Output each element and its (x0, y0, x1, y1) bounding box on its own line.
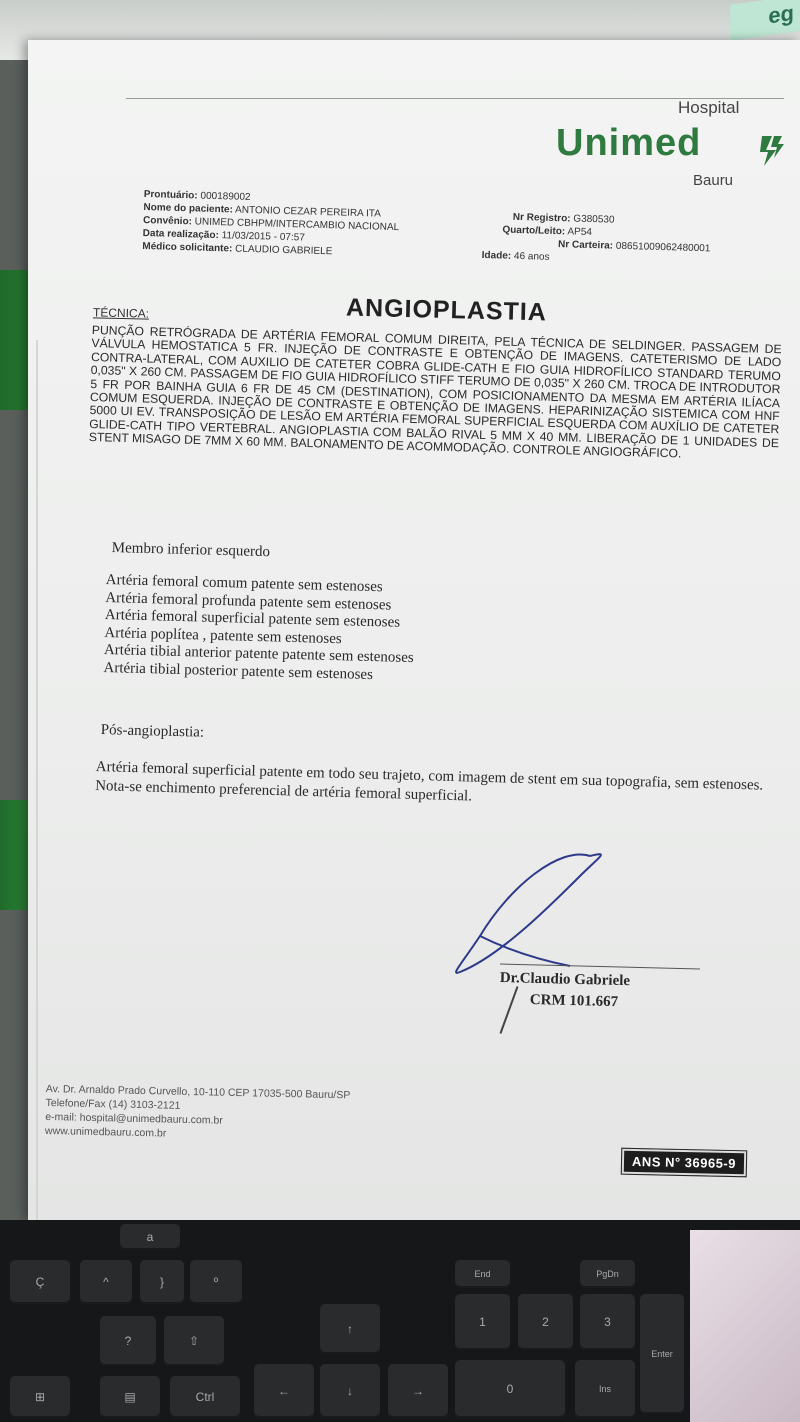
logo-unimed-text: Unimed (556, 122, 702, 164)
keyboard-key: End (455, 1260, 510, 1288)
idade-label: Idade: (481, 249, 512, 262)
footer-email: e-mail: hospital@unimedbauru.com.br (45, 1110, 223, 1127)
footer-address: Av. Dr. Arnaldo Prado Curvello, 10-110 CEP 17035-500 Bauru/SP (45, 1082, 351, 1102)
arrow-down-key-icon: ↓ (320, 1364, 380, 1418)
finding-item: Artéria femoral superficial patente sem estenoses (104, 606, 401, 631)
quarto-label: Quarto/Leito: (502, 224, 566, 238)
keyboard-key: ? (100, 1316, 156, 1366)
finding-item: Artéria tibial anterior patente patente sem estenoses (103, 641, 414, 667)
nome-label: Nome do paciente: (143, 201, 234, 216)
keyboard-key: PgDn (580, 1260, 635, 1288)
tecnica-label: TÉCNICA: (92, 305, 150, 321)
report-paper (28, 40, 800, 1220)
prontuario-label: Prontuário: (143, 188, 198, 202)
tecnica-text: PUNÇÃO RETRÓGRADA DE ARTÉRIA FEMORAL COMUM DIREITA, PELA TÉCNICA DE SELDINGER. PASSAGEM DE VÁLVULA HEMOSTATICA 5 FR. INJEÇÃO DE CONTRASTE E OBTENÇÃO DE IMAGENS. CATETERISMO DE LADO CONTRA-LATERAL, COM AUXILIO DE CATETER COBRA GLIDE-CATH E FIO GUIA HIDROFÍLICO STANDARD TERUMO 0,035" X 260 CM. PASSAGEM DE FIO GUIA HIDROFÍLICO STIFF TERUMO DE 0,035" X 260 CM. TROCA DE INTRODUTOR 5 FR POR BAINHA GUIA 6 FR DE 45 CM (DESTINATION), COM POSICIONAMENTO DA MESMA EM ARTÉRIA ILÍACA COMUM ESQUERDA. INJEÇÃO DE CONTRASTE E OBTENÇÃO DE IMAGENS. HEPARINIZAÇÃO SISTEMICA COM HNF 5000 UI EV. TRANSPOSIÇÃO DE LESÃO EM ARTÉRIA FEMORAL SUPERFICIAL ESQUERDA COM AUXÍLIO DE CATETER GLIDE-CATH TIPO VERTEBRAL. ANGIOPLASTIA COM BALÃO RIVAL 5 MM X 40 MM. LIBERAÇÃO DE 1 UNIDADES DE STENT MISAGO DE 7MM X 60 MM. BALONAMENTO DE ACOMMODAÇÃO. CONTROLE ANGIOGRÁFICO. (88, 323, 782, 461)
medico-value: CLAUDIO GABRIELE (234, 243, 333, 258)
keyboard-key: } (140, 1260, 184, 1304)
ans-badge: ANS N° 36965-9 (622, 1149, 746, 1177)
convenio-value: UNIMED CBHPM/INTERCAMBIO NACIONAL (194, 216, 400, 234)
keyboard-key: Ç (10, 1260, 70, 1304)
prontuario-value: 000189002 (200, 190, 251, 203)
logo-hospital-text: Hospital (678, 98, 740, 117)
signature-stroke (500, 986, 519, 1034)
patient-info-right (482, 210, 712, 268)
nome-value: ANTONIO CEZAR PEREIRA ITA (234, 204, 382, 220)
logo-bauru-text: Bauru (693, 172, 734, 189)
keyboard-key: 2 (518, 1294, 573, 1350)
registro-label: Nr Registro: (512, 211, 571, 225)
carteira-label: Nr Carteira: (557, 239, 614, 252)
medico-label: Médico solicitante: (142, 240, 233, 255)
registro-value: G380530 (573, 213, 615, 226)
keyboard-key: º (190, 1260, 242, 1304)
arrow-right-key-icon: → (388, 1364, 448, 1418)
finding-item: Artéria femoral profunda patente sem estenoses (105, 589, 392, 613)
menu-key-icon: ▤ (100, 1376, 160, 1418)
footer-web: www.unimedbauru.com.br (44, 1124, 167, 1140)
keyboard-key: 1 (455, 1294, 510, 1350)
quarto-value: AP54 (567, 226, 593, 239)
data-value: 11/03/2015 - 07:57 (221, 230, 305, 244)
keyboard-background (0, 1220, 800, 1422)
data-label: Data realização: (142, 227, 220, 242)
keyboard-key: ^ (80, 1260, 132, 1304)
idade-value: 46 anos (513, 250, 550, 263)
pos-angioplastia-text: Artéria femoral superficial patente em todo seu trajeto, com imagem de stent em sua topografia, sem estenoses. Nota-se enchimento preferencial de artéria femoral superficial. (94, 758, 764, 805)
windows-key-icon: ⊞ (10, 1376, 70, 1418)
paper-fold-edge (36, 340, 38, 1240)
hospital-footer (45, 1082, 351, 1144)
shift-key-icon: ⇧ (164, 1316, 224, 1366)
keyboard-key: a (120, 1224, 180, 1250)
footer-phone: Telefone/Fax (14) 3103-2121 (45, 1096, 181, 1112)
findings-list (103, 572, 416, 685)
keyboard-key: 0 (455, 1360, 565, 1418)
arrow-up-key-icon: ↑ (320, 1304, 380, 1354)
right-paper-background (690, 1230, 800, 1422)
report-title: ANGIOPLASTIA (345, 293, 548, 327)
membro-label: Membro inferior esquerdo (111, 540, 271, 561)
keyboard-key: 3 (580, 1294, 635, 1350)
finding-item: Artéria femoral comum patente sem estenoses (105, 572, 383, 596)
doctor-crm: CRM 101.667 (529, 992, 619, 1011)
finding-item: Artéria tibial posterior patente sem estenoses (103, 659, 374, 683)
arrow-left-key-icon: ← (254, 1364, 314, 1418)
keyboard-key: Ctrl (170, 1376, 240, 1418)
unimed-logo-icon (758, 132, 784, 168)
corner-note-text: eg (768, 0, 794, 29)
carteira-value: 08651009062480001 (615, 240, 711, 255)
keyboard-key: Enter (640, 1294, 684, 1414)
convenio-label: Convênio: (142, 214, 193, 228)
doctor-name: Dr.Claudio Gabriele (499, 970, 631, 990)
finding-item: Artéria poplítea , patente sem estenoses (104, 624, 342, 647)
pos-angioplastia-label: Pós-angioplastia: (100, 722, 205, 741)
keyboard-key: Ins (575, 1360, 635, 1418)
patient-info-left (142, 188, 400, 260)
